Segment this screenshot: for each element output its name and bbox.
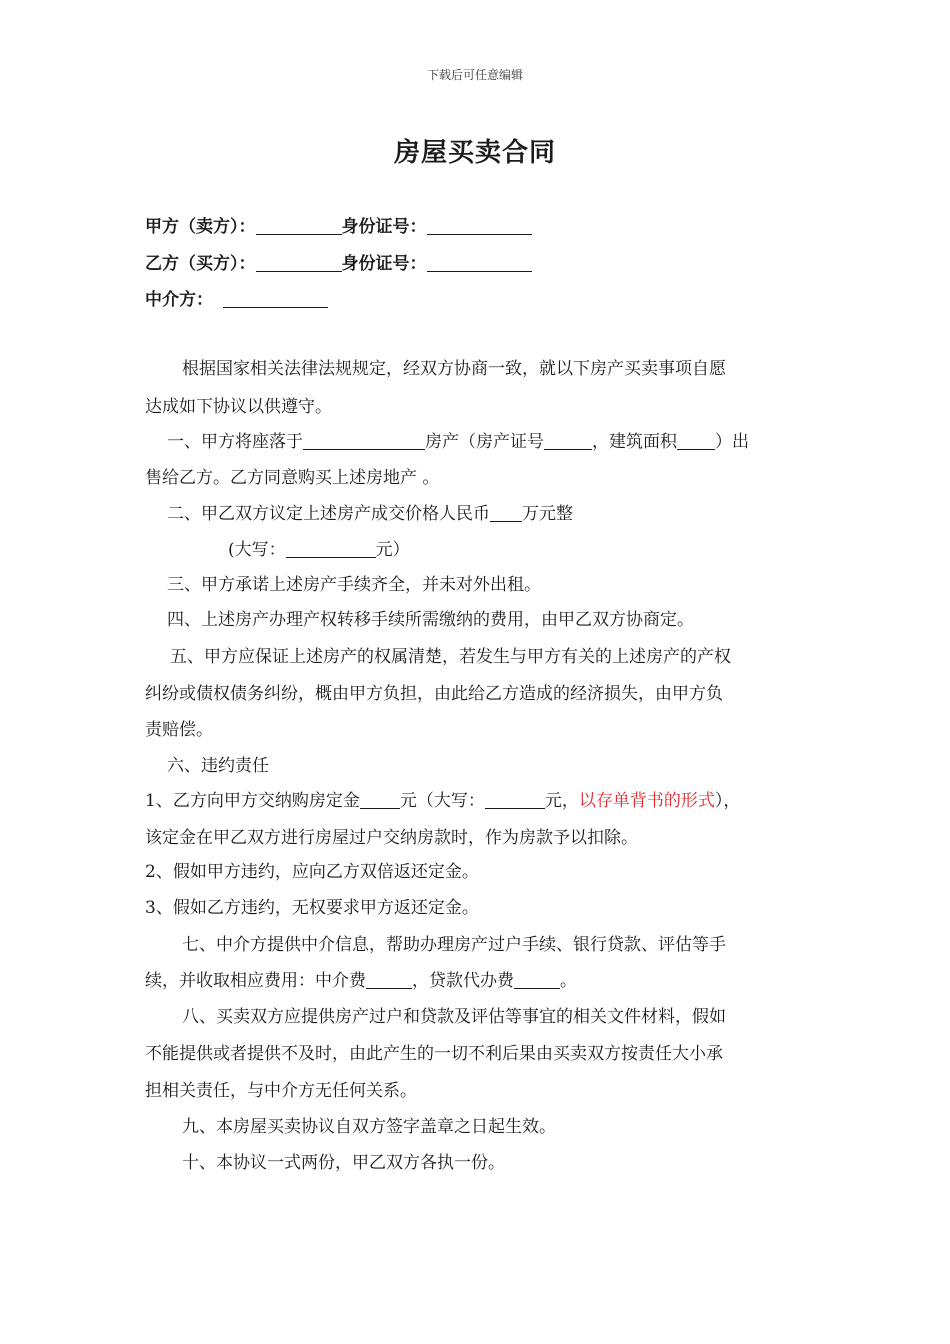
clause-1-text-c: ，建筑面积 — [592, 432, 677, 452]
loan-fee-blank — [514, 971, 560, 989]
clause-6-item-3: 3、假如乙方违约，无权要求甲方返还定金。 — [145, 898, 479, 918]
clause-7-text-a: 续，并收取相应费用：中介费 — [145, 971, 366, 991]
clause-7-line-1: 七、中介方提供中介信息，帮助办理房产过户手续、银行贷款、评估等手 — [182, 935, 726, 955]
agency-fee-blank — [366, 971, 412, 989]
clause-7-text-c: 。 — [560, 971, 577, 991]
clause-4: 四、上述房产办理产权转移手续所需缴纳的费用，由甲乙双方协商定。 — [167, 610, 694, 630]
buyer-label: 乙方（买方）： — [145, 254, 256, 274]
clause-3: 三、甲方承诺上述房产手续齐全，并未对外出租。 — [167, 575, 541, 595]
clause-9: 九、本房屋买卖协议自双方签字盖章之日起生效。 — [182, 1117, 556, 1137]
clause-2-line-2 — [228, 535, 410, 560]
clause-1-text-a: 一、甲方将座落于 — [167, 432, 303, 452]
property-address-blank — [303, 432, 425, 450]
preamble-line-2: 达成如下协议以供遵守。 — [145, 397, 332, 417]
page-title: 房屋买卖合同 — [393, 138, 556, 168]
clause-5-line-3: 责赔偿。 — [145, 720, 213, 740]
clause-1-line-2: 售给乙方。乙方同意购买上述房地产 。 — [145, 468, 440, 488]
clause-2-text-b: 万元整 — [522, 504, 573, 524]
clause-5-line-1: 五、甲方应保证上述房产的权属清楚，若发生与甲方有关的上述房产的产权 — [170, 647, 731, 667]
clause-7-text-b: ，贷款代办费 — [412, 971, 514, 991]
clause-8-line-1: 八、买卖双方应提供房产过户和贷款及评估等事宜的相关文件材料，假如 — [182, 1007, 726, 1027]
clause-6-item-1-c: 元， — [544, 791, 579, 811]
buyer-line — [145, 249, 532, 274]
deposit-form-highlight: 以存单背书的形式 — [578, 791, 715, 811]
area-blank — [677, 432, 715, 450]
clause-8-line-3: 担相关责任，与中介方无任何关系。 — [145, 1081, 417, 1101]
deposit-daxie-blank — [485, 791, 545, 809]
clause-2-line-1 — [167, 499, 573, 524]
clause-10: 十、本协议一式两份，甲乙双方各执一份。 — [182, 1153, 505, 1173]
seller-id-blank — [427, 217, 532, 235]
clause-6-item-1-d: ）， — [714, 791, 741, 811]
deposit-blank — [360, 791, 400, 809]
agent-name-blank — [223, 290, 328, 308]
clause-6-item-1-line-2: 该定金在甲乙双方进行房屋过户交纳房款时，作为房款予以扣除。 — [145, 828, 638, 848]
buyer-id-label: 身份证号： — [341, 254, 427, 274]
clause-6-item-1-b: 元（大写： — [399, 791, 485, 811]
seller-line — [145, 212, 532, 237]
clause-7-line-2 — [145, 966, 577, 991]
clause-1-text-d: ）出 — [715, 432, 749, 452]
clause-1-text-b: 房产（房产证号 — [425, 432, 544, 452]
seller-name-blank — [256, 217, 342, 235]
seller-id-label: 身份证号： — [341, 217, 427, 237]
buyer-id-blank — [427, 254, 532, 272]
buyer-name-blank — [256, 254, 342, 272]
seller-label: 甲方（卖方）： — [145, 217, 256, 237]
clause-2-text-a: 二、甲乙双方议定上述房产成交价格人民币 — [167, 504, 490, 524]
clause-2-daxie-a: (大写： — [228, 540, 286, 560]
clause-6-item-1-a: 1、乙方向甲方交纳购房定金 — [145, 791, 360, 811]
price-blank — [490, 504, 522, 522]
property-cert-blank — [544, 432, 592, 450]
clause-8-line-2: 不能提供或者提供不及时，由此产生的一切不利后果由买卖双方按责任大小承 — [145, 1044, 723, 1064]
clause-1-line-1 — [167, 427, 749, 452]
page-header-note: 下载后可任意编辑 — [426, 68, 523, 82]
price-daxie-blank — [286, 540, 376, 558]
clause-5-line-2: 纠纷或债权债务纠纷，概由甲方负担，由此给乙方造成的经济损失，由甲方负 — [145, 684, 723, 704]
clause-2-daxie-b: 元） — [375, 540, 410, 560]
clause-6-item-1-line-1 — [145, 786, 740, 811]
preamble-line-1: 根据国家相关法律法规规定，经双方协商一致，就以下房产买卖事项自愿 — [182, 359, 726, 379]
agent-line — [145, 285, 328, 310]
agent-label: 中介方： — [145, 290, 213, 310]
clause-6-item-2: 2、假如甲方违约，应向乙方双倍返还定金。 — [145, 862, 479, 882]
clause-6-heading: 六、违约责任 — [167, 756, 269, 776]
